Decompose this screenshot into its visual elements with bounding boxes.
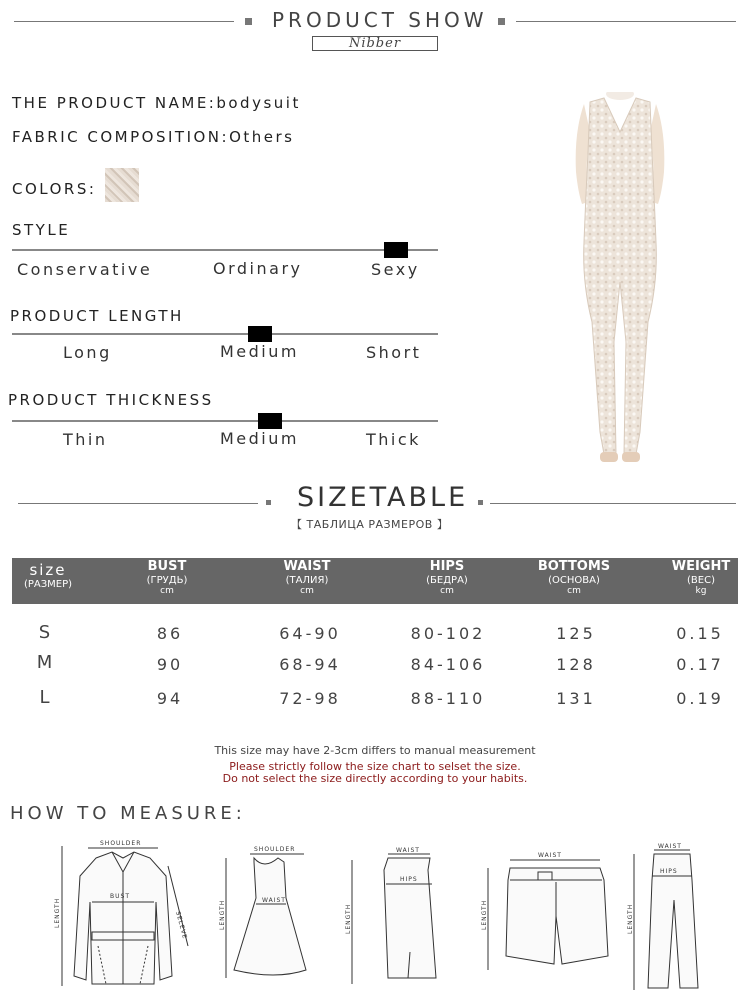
col-weight	[664, 558, 738, 597]
shorts-measure-diagram	[478, 846, 618, 976]
fabric-value: Others	[229, 128, 295, 146]
product-name-row	[12, 94, 301, 112]
row-l-weight: 0.19	[676, 689, 724, 708]
row-s-waist: 64-90	[279, 624, 341, 643]
col-size-main: size	[29, 561, 67, 579]
col-waist-unit: cm	[300, 586, 314, 597]
style-option-conservative: Conservative	[17, 260, 153, 279]
length-label-1: LENGTH	[54, 897, 61, 928]
row-m-bust: 90	[156, 655, 184, 674]
length-label-4: LENGTH	[481, 899, 488, 930]
fabric-label: FABRIC COMPOSITION:	[12, 128, 230, 146]
col-bust-unit: cm	[160, 586, 174, 597]
style-scale-line	[12, 249, 438, 251]
header-rule-right	[516, 21, 736, 22]
length-marker	[248, 326, 272, 342]
length-option-medium: Medium	[220, 342, 299, 361]
row-l-bust: 94	[156, 689, 184, 708]
skirt-measure-diagram	[344, 846, 444, 988]
col-bottoms	[532, 558, 616, 597]
row-m-hips: 84-106	[410, 655, 486, 674]
style-label: STYLE	[12, 221, 71, 239]
size-table-header	[12, 558, 738, 604]
row-s-hips: 80-102	[410, 624, 486, 643]
how-to-measure-title: HOW TO MEASURE:	[10, 803, 246, 824]
thickness-option-thin: Thin	[63, 430, 108, 449]
col-bust-ru: (ГРУДЬ)	[146, 574, 188, 586]
warning-note-1: Please strictly follow the size chart to selset the size.	[229, 760, 521, 773]
hips-label-1: HIPS	[400, 876, 418, 883]
length-scale-line	[12, 333, 438, 335]
col-bottoms-ru: (ОСНОВА)	[548, 574, 600, 586]
row-m-weight: 0.17	[676, 655, 724, 674]
colors-label: COLORS:	[12, 180, 97, 198]
thickness-option-medium: Medium	[220, 429, 299, 448]
header-bullet-right	[498, 18, 505, 25]
hips-label-2: HIPS	[660, 868, 678, 875]
row-s-size: S	[38, 622, 54, 643]
row-m-waist: 68-94	[279, 655, 341, 674]
color-swatch[interactable]	[105, 168, 139, 202]
trousers-measure-diagram	[624, 840, 714, 992]
sizetable-title: SIZETABLE	[297, 482, 469, 513]
product-name-label: THE PRODUCT NAME:	[12, 94, 217, 112]
col-size	[12, 560, 84, 591]
col-hips	[412, 558, 482, 597]
row-l-size: L	[39, 687, 53, 708]
length-label-2: LENGTH	[219, 899, 226, 930]
style-option-ordinary: Ordinary	[213, 259, 303, 278]
col-weight-ru: (ВЕС)	[687, 574, 715, 586]
col-waist	[272, 558, 342, 597]
waist-label-3: WAIST	[538, 852, 562, 859]
col-bottoms-main: BOTTOMS	[537, 559, 611, 574]
fabric-row	[12, 128, 294, 146]
row-l-waist: 72-98	[279, 689, 341, 708]
dress-measure-diagram	[216, 842, 316, 982]
row-s-bottoms: 125	[556, 624, 596, 643]
shoulder-label-1: SHOULDER	[100, 840, 142, 847]
jacket-measure-diagram	[48, 836, 198, 992]
col-hips-unit: cm	[440, 586, 454, 597]
col-waist-main: WAIST	[283, 559, 331, 574]
sizetable-subtitle: 【 ТАБЛИЦА РАЗМЕРОВ 】	[291, 518, 449, 531]
row-l-bottoms: 131	[556, 689, 596, 708]
product-name-value: bodysuit	[216, 94, 301, 112]
row-l-hips: 88-110	[410, 689, 486, 708]
sleeve-label: SELEVE	[174, 910, 189, 941]
sizetable-rule-left	[18, 503, 258, 504]
bust-label: BUST	[110, 893, 130, 900]
col-weight-unit: kg	[695, 586, 707, 597]
style-option-sexy: Sexy	[371, 260, 420, 279]
col-bust	[132, 558, 202, 597]
length-label: PRODUCT LENGTH	[10, 307, 184, 325]
sizetable-bullet-right	[478, 500, 483, 505]
waist-label-4: WAIST	[658, 843, 682, 850]
col-weight-main: WEIGHT	[671, 559, 731, 574]
brand-label: Nibber	[312, 36, 438, 51]
length-label-3: LENGTH	[345, 903, 352, 934]
product-photo	[560, 92, 680, 464]
header-rule-left	[14, 21, 234, 22]
row-m-bottoms: 128	[556, 655, 596, 674]
product-show-title: PRODUCT SHOW	[272, 8, 488, 32]
thickness-option-thick: Thick	[366, 430, 421, 449]
length-option-long: Long	[63, 343, 112, 362]
waist-label-1: WAIST	[262, 897, 286, 904]
row-s-weight: 0.15	[676, 624, 724, 643]
shoulder-label-2: SHOULDER	[254, 846, 296, 853]
col-bottoms-unit: cm	[567, 586, 581, 597]
sizetable-bullet-left	[266, 500, 271, 505]
col-bust-main: BUST	[147, 559, 187, 574]
col-size-ru: (РАЗМЕР)	[23, 579, 73, 591]
length-label-5: LENGTH	[627, 903, 634, 934]
header-bullet-left	[245, 18, 252, 25]
sizetable-rule-right	[490, 503, 736, 504]
col-hips-main: HIPS	[429, 559, 465, 574]
col-waist-ru: (ТАЛИЯ)	[285, 574, 329, 586]
col-hips-ru: (БЕДРА)	[426, 574, 468, 586]
thickness-scale-line	[12, 420, 438, 422]
thickness-label: PRODUCT THICKNESS	[8, 391, 214, 409]
length-option-short: Short	[366, 343, 422, 362]
warning-note-2: Do not select the size directly according to your habits.	[222, 772, 528, 785]
waist-label-2: WAIST	[396, 847, 420, 854]
thickness-marker	[258, 413, 282, 429]
row-s-bust: 86	[156, 624, 184, 643]
measurement-note: This size may have 2-3cm differs to manual measurement	[214, 744, 536, 757]
row-m-size: M	[36, 652, 56, 673]
style-marker	[384, 242, 408, 258]
